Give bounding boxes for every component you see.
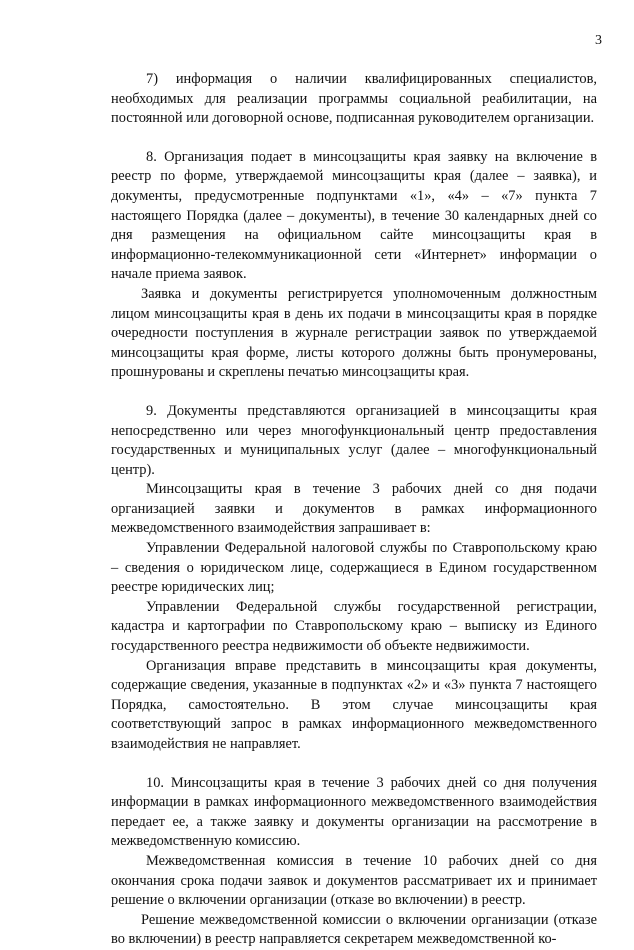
paragraph: Межведомственная комиссия в течение 10 рабочих дней со дня окончания срока подачи заявок и документов рассматривает их и принимает решение о включении организации (отказе во включении) в реестр. [111, 852, 597, 909]
paragraph-spacer [111, 129, 597, 148]
paragraph: Решение межведомственной комиссии о включении организации (отказе во включении) в реестр направляется секретарем межведомственной ко- [111, 911, 597, 948]
paragraph: 10. Минсоцзащиты края в течение 3 рабочих дней со дня получения информации в рамках информационного межведомственного взаимодействия передает ее, а также заявку и документы организации на рассмотрение в межведомственную комиссию. [111, 774, 597, 850]
page-number: 3 [595, 33, 602, 48]
paragraph: 8. Организация подает в минсоцзащиты края заявку на включение в реестр по форме, утверждаемой минсоцзащиты края (далее – заявка), и документы, предусмотренные подпунктами «1», «4» – «7» пункта 7 настоящего Порядка (далее – документы), в течение 30 календарных дней со дня размещения на официальном сайте минсоцзащиты края в информационно-телекоммуникационной сети «Интернет» информации о начале приема заявок. [111, 148, 597, 283]
paragraph: Минсоцзащиты края в течение 3 рабочих дней со дня подачи организацией заявки и документов в рамках информационного межведомственного взаимодействия запрашивает в: [111, 481, 597, 537]
paragraph: Управлении Федеральной службы государственной регистрации, кадастра и картографии по Ставропольскому краю – выписку из Единого государственного реестра недвижимости об объекте недвижимости. [111, 598, 597, 655]
paragraph: Управлении Федеральной налоговой службы по Ставропольскому краю – сведения о юридическом лице, содержащиеся в Едином государственном реестре юридических лиц; [111, 540, 597, 596]
document-body [111, 70, 597, 950]
paragraph: 9. Документы представляются организацией в минсоцзащиты края непосредственно или через многофункциональный центр предоставления государственных и муниципальных услуг (далее – многофункциональный центр). [111, 402, 597, 478]
paragraph: Заявка и документы регистрируется уполномоченным должностным лицом минсоцзащиты края в день их подачи в минсоцзащиты края в порядке очередности поступления в журнале регистрации заявок по утверждаемой минсоцзащиты края форме, листы которого должны быть пронумерованы, прошнурованы и скреплены печатью минсоцзащиты края. [111, 285, 597, 381]
paragraph: Организация вправе представить в минсоцзащиты края документы, содержащие сведения, указанные в подпунктах «2» и «3» пункта 7 настоящего Порядка, самостоятельно. В этом случае минсоцзащиты края соответствующий запрос в рамках информационного межведомственного взаимодействия не направляет. [111, 657, 597, 752]
paragraph: 7) информация о наличии квалифицированных специалистов, необходимых для реализации программы социальной реабилитации, на постоянной или договорной основе, подписанная руководителем организации. [111, 71, 597, 127]
paragraph-spacer [111, 755, 597, 774]
paragraph-spacer [111, 383, 597, 402]
